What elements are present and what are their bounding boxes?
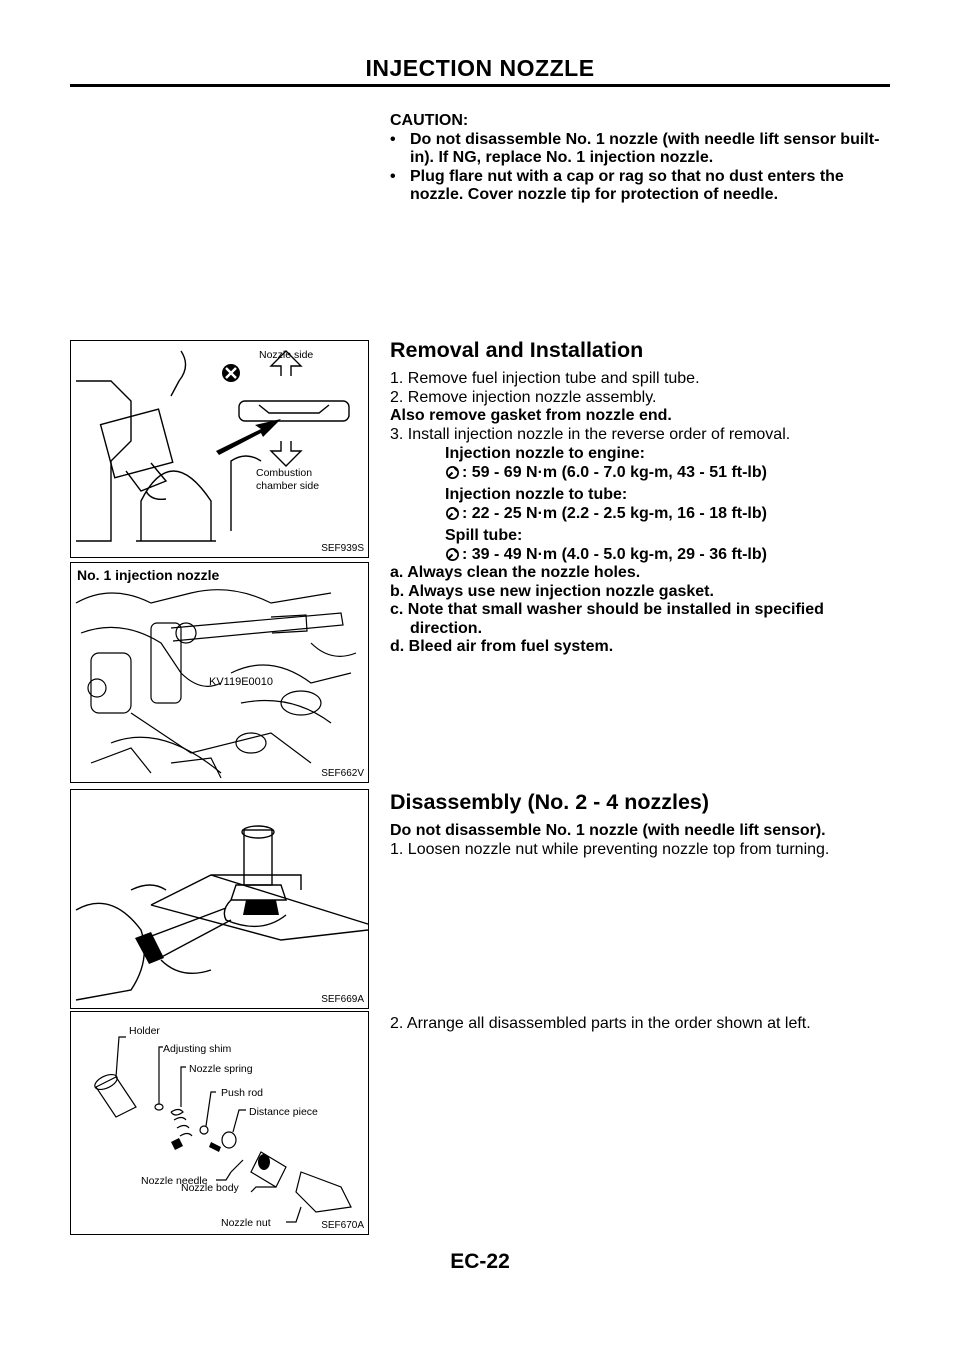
disassembly-step2 (390, 1015, 890, 1034)
label-nozzle-side: Nozzle side (259, 349, 314, 361)
figure-title: No. 1 injection nozzle (77, 567, 220, 583)
figure-id: SEF662V (321, 768, 364, 779)
removal-section (390, 338, 890, 657)
nozzle-gasket-drawing (71, 341, 368, 557)
removal-note-item: d. Bleed air from fuel system. (390, 638, 614, 655)
torque-wrench-icon (445, 506, 460, 521)
figure-nozzle-gasket (70, 340, 369, 558)
caution-item (390, 131, 890, 168)
removal-step: 3. Install injection nozzle in the reverse order of removal. (390, 425, 791, 443)
disassembly-note: Do not disassemble No. 1 nozzle (with needle lift sensor). (390, 822, 826, 839)
torque-spec-value (390, 546, 890, 565)
label-nozzle-spring: Nozzle spring (189, 1063, 253, 1075)
bullet-icon: • (390, 167, 396, 185)
torque-spec-label: Injection nozzle to tube: (445, 486, 628, 503)
figure-id: SEF939S (321, 543, 364, 554)
torque-wrench-icon (445, 465, 460, 480)
caution-heading: CAUTION: (390, 112, 469, 129)
label-distance-piece: Distance piece (249, 1106, 318, 1118)
bullet-icon: • (390, 130, 396, 148)
parts-fill (171, 1138, 270, 1170)
disassembly-step: 2. Arrange all disassembled parts in the order shown at left. (390, 1015, 811, 1032)
label-adjusting-shim: Adjusting shim (163, 1043, 232, 1055)
caution-item-text: Do not disassemble No. 1 nozzle (with needle lift sensor built-in). If NG, replace No. 1 injection nozzle. (410, 130, 880, 166)
engine-nozzle-drawing (71, 563, 368, 782)
section-title-removal: Removal and Installation (390, 338, 644, 362)
caution-item-text: Plug flare nut with a cap or rag so that no dust enters the nozzle. Cover nozzle tip for protection of needle. (410, 167, 844, 203)
disassembly-step: 1. Loosen nozzle nut while preventing nozzle top from turning. (390, 840, 830, 858)
label-nozzle-body: Nozzle body (181, 1182, 239, 1194)
caution-item (390, 168, 890, 205)
torque-spec-value (390, 505, 890, 524)
disassembled-parts-drawing (71, 1012, 368, 1234)
removal-note-item: a. Always clean the nozzle holes. (390, 564, 641, 581)
removal-note: Also remove gasket from nozzle end. (390, 407, 672, 424)
removal-step: 1. Remove fuel injection tube and spill tube. (390, 370, 700, 387)
label-nozzle-nut: Nozzle nut (221, 1217, 271, 1229)
label-combustion-1: Combustion (256, 467, 313, 479)
page-number: EC-22 (450, 1250, 510, 1273)
label-combustion-2: chamber side (256, 480, 320, 492)
torque-value-text: : 59 - 69 N·m (6.0 - 7.0 kg-m, 43 - 51 ft-lb) (462, 463, 767, 481)
torque-value-text: : 22 - 25 N·m (2.2 - 2.5 kg-m, 16 - 18 ft-lb) (462, 504, 767, 522)
tool-label: KV119E0010 (209, 676, 274, 688)
torque-wrench-icon (445, 547, 460, 562)
header-rule (70, 84, 890, 87)
figure-disassembled-parts (70, 1011, 369, 1235)
torque-spec-label: Spill tube: (445, 527, 523, 544)
figure-id: SEF670A (321, 1220, 364, 1231)
removal-note-item: direction. (410, 619, 483, 637)
label-nozzle-needle: Nozzle needle (141, 1175, 208, 1187)
section-title-disassembly: Disassembly (No. 2 - 4 nozzles) (390, 790, 710, 814)
figure-id: SEF669A (321, 994, 364, 1005)
disassembly-section (390, 790, 890, 859)
torque-spec-label: Injection nozzle to engine: (445, 445, 645, 462)
torque-value-text: : 39 - 49 N·m (4.0 - 5.0 kg-m, 29 - 36 ft-lb) (462, 545, 767, 563)
label-holder: Holder (129, 1025, 160, 1037)
loosen-nut-drawing (71, 790, 368, 1008)
label-push-rod: Push rod (221, 1087, 264, 1099)
removal-step: 2. Remove injection nozzle assembly. (390, 388, 657, 406)
removal-note-item: c. Note that small washer should be installed in specified (390, 601, 824, 618)
removal-note-item: b. Always use new injection nozzle gasket. (390, 582, 714, 600)
figure-loosen-nozzle-nut (70, 789, 369, 1009)
caution-block (390, 112, 890, 205)
figure-no1-nozzle-removal (70, 562, 369, 783)
torque-spec-value (390, 464, 890, 483)
page-header-title: INJECTION NOZZLE (365, 55, 595, 81)
no-mark-icon (222, 364, 240, 382)
